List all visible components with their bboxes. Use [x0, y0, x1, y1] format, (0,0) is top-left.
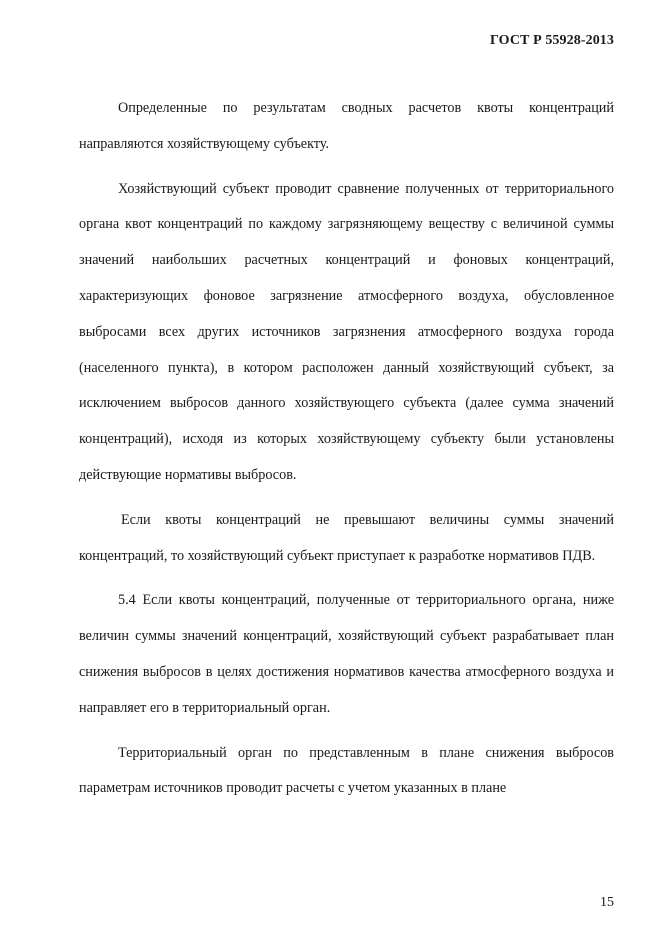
document-body — [79, 91, 614, 816]
paragraph-territorial-body: Территориальный орган по представленным в плане снижения выбросов параметрам источников проводит расчеты с учетом указанных в плане — [79, 744, 614, 797]
paragraph-5-4: 5.4 Если квоты концентраций, полученные от территориального органа, ниже величин суммы значений концентраций, хозяйствующий субъект разрабатывает план снижения выбросов в целях достижения нормативов качества атмосферного воздуха и направляет его в территориальный орган. — [79, 592, 614, 716]
paragraph-quotas-sent: Определенные по результатам сводных расчетов квоты концентраций направляются хозяйствующему субъекту. — [79, 100, 614, 152]
standard-header: ГОСТ Р 55928-2013 — [490, 33, 614, 48]
paragraph-comparison: Хозяйствующий субъект проводит сравнение полученных от территориального органа квот концентраций по каждому загрязняющему веществу с величиной суммы значений наибольших расчетных концентраций и фоновых концентраций, характеризующих фоновое загрязнение атмосферного воздуха, обусловленное выбросами всех других источников загрязнения атмосферного воздуха города (населенного пункта), в котором расположен данный хозяйствующий субъект, за исключением выбросов данного хозяйствующего субъекта (далее сумма значений концентраций), исходя из которых хозяйствующему субъекту были установлены действующие нормативы выбросов. — [79, 180, 614, 483]
page-number: 15 — [600, 895, 614, 910]
paragraph-pdv-development: Если квоты концентраций не превышают величины суммы значений концентраций, то хозяйствующий субъект приступает к разработке нормативов ПДВ. — [79, 511, 614, 564]
